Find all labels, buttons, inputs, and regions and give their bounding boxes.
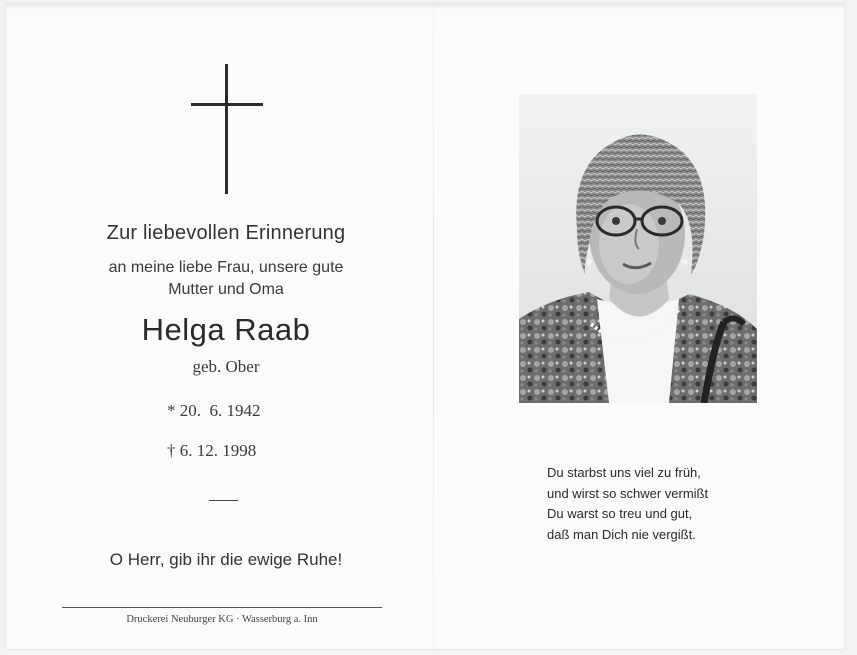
- separator-dash: [209, 500, 238, 501]
- death-date: † 6. 12. 1998: [167, 441, 257, 460]
- poem-line-3: Du warst so treu und gut,: [547, 506, 693, 521]
- maiden-name: geb. Ober: [192, 357, 260, 376]
- dedication-line-2: Mutter und Oma: [168, 281, 284, 298]
- portrait-illustration: [519, 94, 757, 403]
- cross-vertical-bar: [225, 64, 228, 194]
- memorial-poem: [547, 463, 708, 545]
- heading: Zur liebevollen Erinnerung: [106, 222, 346, 244]
- poem-line-1: Du starbst uns viel zu früh,: [547, 465, 701, 480]
- footer-rule: [62, 607, 382, 608]
- prayer: O Herr, gib ihr die ewige Ruhe!: [109, 550, 343, 569]
- dedication-line-1: an meine liebe Frau, unsere gute: [108, 259, 344, 276]
- deceased-name: Helga Raab: [141, 312, 311, 347]
- portrait-photo: [519, 94, 757, 403]
- poem-line-2: und wirst so schwer vermißt: [547, 485, 709, 501]
- poem-line-4: daß man Dich nie vergißt.: [547, 526, 696, 542]
- card-top-shadow: [6, 4, 844, 10]
- printer-credit: Druckerei Neuburger KG · Wasserburg a. Inn: [126, 614, 318, 625]
- birth-date: * 20. 6. 1942: [167, 401, 261, 420]
- cross-horizontal-bar: [191, 103, 263, 106]
